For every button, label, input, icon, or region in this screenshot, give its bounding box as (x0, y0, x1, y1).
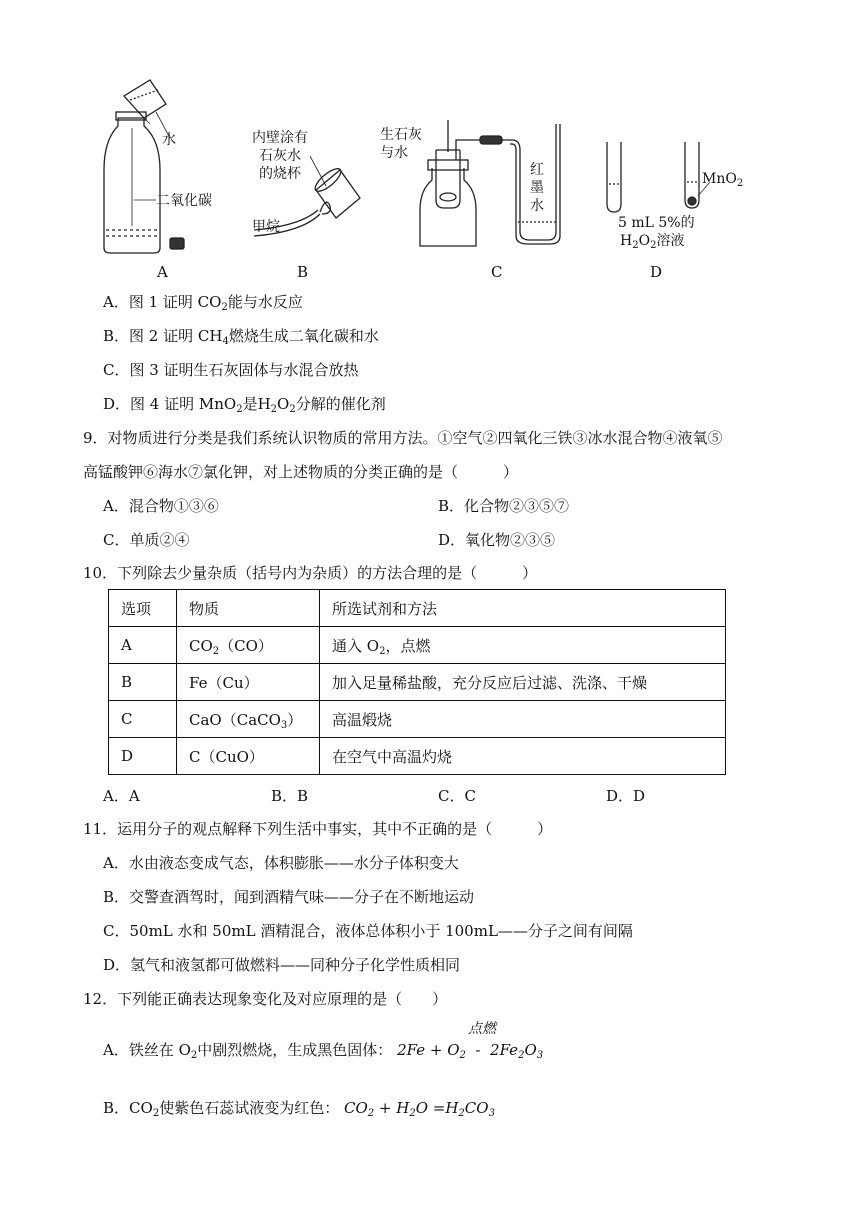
q8-option-a[interactable]: A．图 1 证明 $CO_2$能与水反应 (103, 293, 303, 313)
q10-answer-c[interactable]: C．C (438, 787, 476, 805)
cell-option: B (109, 664, 177, 701)
q12-reaction-condition: 点燃 (468, 1021, 496, 1037)
label-lime-2: 与水 (380, 145, 408, 161)
table-row (109, 738, 726, 775)
label-solution-2: $H_2O_2$溶液 (620, 233, 685, 251)
label-water: 水 (162, 132, 176, 148)
figure-strip (0, 0, 860, 290)
q9-option-d[interactable]: D．氧化物②③⑤ (438, 531, 556, 549)
label-methane: 甲烷 (252, 219, 280, 235)
q11-option-a[interactable]: A．水由液态变成气态，体积膨胀——水分子体积变大 (103, 854, 459, 872)
q10-stem: 10．下列除去少量杂质（括号内为杂质）的方法合理的是（ ） (83, 564, 538, 582)
cell-substance: C（CuO） (177, 738, 320, 775)
q10-answer-a[interactable]: A．A (103, 787, 140, 805)
cell-substance: $CO_2(CO)$ (177, 627, 320, 664)
label-beaker-2: 石灰水 (259, 148, 301, 164)
q12-stem: 12．下列能正确表达现象变化及对应原理的是（ ） (83, 990, 448, 1008)
q11-option-b[interactable]: B．交警查酒驾时，闻到酒精气味——分子在不断地运动 (103, 888, 475, 906)
cell-option: C (109, 701, 177, 738)
cell-method: 加入足量稀盐酸，充分反应后过滤、洗涤、干燥 (320, 664, 726, 701)
q10-answer-d[interactable]: D．D (606, 787, 646, 805)
figure-label-b: B (297, 263, 309, 281)
cell-method: 高温煅烧 (320, 701, 726, 738)
table-row (109, 627, 726, 664)
label-beaker-1: 内壁涂有 (252, 130, 308, 146)
q12-option-a[interactable]: A．铁丝在 $O_2$中剧烈燃烧，生成黑色固体： $2Fe + O_2 - 2Fe_2O_3$ (103, 1041, 544, 1061)
figure-a-bottle (104, 80, 184, 253)
q8-option-d[interactable]: D．图 4 证明 MnO$_2$是$H_2O_2$分解的催化剂 (103, 395, 386, 415)
q9-option-b[interactable]: B．化合物②③⑤⑦ (438, 497, 570, 515)
figure-label-a: A (157, 263, 168, 281)
label-solution-1: 5 mL 5%的 (618, 215, 695, 231)
table-row (109, 664, 726, 701)
label-ink-3: 水 (530, 198, 544, 214)
q12-equation-b: $CO_2 + H_2O =H_2CO_3$ (343, 1099, 495, 1119)
header-substance: 物质 (177, 590, 320, 627)
figure-d-test-tubes (607, 142, 710, 212)
cell-method: 通入 $O_2$，点燃 (320, 627, 726, 664)
cell-substance: CaO（CaCO$_3$） (177, 701, 320, 738)
q9-option-a[interactable]: A．混合物①③⑥ (103, 497, 219, 515)
figure-label-d: D (650, 263, 663, 281)
label-co2: 二氧化碳 (156, 193, 212, 209)
q11-option-d[interactable]: D．氢气和液氢都可做燃料——同种分子化学性质相同 (103, 956, 461, 974)
q8-option-c[interactable]: C．图 3 证明生石灰固体与水混合放热 (103, 361, 359, 379)
label-mno2: MnO$_2$ (702, 171, 744, 189)
label-ink-2: 墨 (530, 180, 544, 196)
table-header-row (109, 590, 726, 627)
cell-option: D (109, 738, 177, 775)
cell-method: 在空气中高温灼烧 (320, 738, 726, 775)
q11-stem: 11．运用分子的观点解释下列生活中事实，其中不正确的是（ ） (83, 820, 553, 838)
figure-label-c: C (491, 263, 503, 281)
cell-option: A (109, 627, 177, 664)
q12-option-b[interactable]: B．$CO_2$使紫色石蕊试液变为红色： $CO_2 + H_2O =H_2CO_3$ (103, 1099, 495, 1119)
label-lime-1: 生石灰 (380, 127, 422, 143)
label-beaker-3: 的烧杯 (259, 166, 301, 182)
q8-option-b[interactable]: B．图 2 证明 $CH_4$燃烧生成二氧化碳和水 (103, 327, 379, 347)
header-option: 选项 (109, 590, 177, 627)
q9-stem-line2: 高锰酸钾⑥海水⑦氯化钾，对上述物质的分类正确的是（ ） (83, 463, 519, 481)
q10-table (108, 589, 726, 775)
q9-stem-line1: 9．对物质进行分类是我们系统认识物质的常用方法。①空气②四氧化三铁③冰水混合物④液氧⑤ (83, 429, 723, 447)
q12-equation-a: $2Fe + O_2 - 2Fe_2O_3$ (397, 1041, 544, 1061)
cell-substance: Fe（Cu） (177, 664, 320, 701)
table-row (109, 701, 726, 738)
header-method: 所选试剂和方法 (320, 590, 726, 627)
label-ink-1: 红 (530, 162, 544, 178)
q11-option-c[interactable]: C．50mL 水和 50mL 酒精混合，液体总体积小于 100mL——分子之间有间隔 (103, 922, 633, 940)
q9-option-c[interactable]: C．单质②④ (103, 531, 190, 549)
q10-answer-b[interactable]: B．B (271, 787, 309, 805)
